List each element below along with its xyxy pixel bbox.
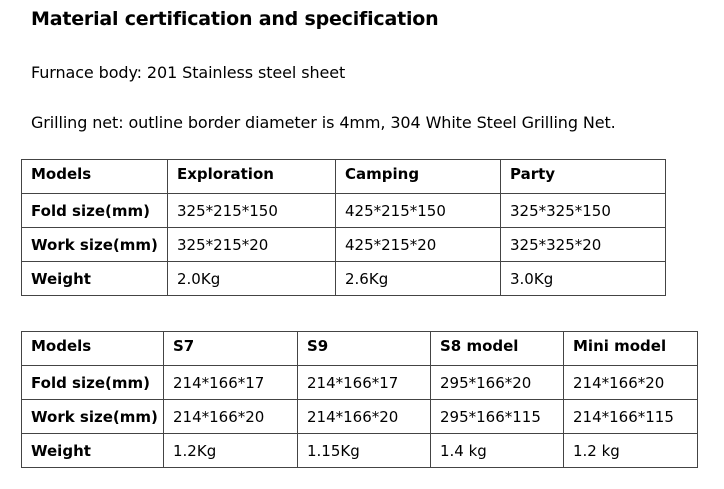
- header-cell: Camping: [336, 160, 501, 194]
- table-cell: 214*166*20: [164, 400, 298, 434]
- table-row: [22, 262, 666, 296]
- table-cell: 1.2Kg: [164, 434, 298, 468]
- header-cell: Models: [22, 160, 168, 194]
- table-cell: 214*166*17: [298, 366, 431, 400]
- table-cell: 295*166*20: [431, 366, 564, 400]
- spec-table-2: [21, 331, 698, 468]
- table-cell: 425*215*150: [336, 194, 501, 228]
- header-cell: S9: [298, 332, 431, 366]
- table-cell: 295*166*115: [431, 400, 564, 434]
- furnace-body-spec: Furnace body: 201 Stainless steel sheet: [31, 63, 346, 82]
- header-cell: S8 model: [431, 332, 564, 366]
- header-cell: Party: [501, 160, 666, 194]
- row-label: Work size(mm): [22, 228, 168, 262]
- row-label: Work size(mm): [22, 400, 164, 434]
- table-cell: 214*166*115: [564, 400, 698, 434]
- table-cell: 325*325*150: [501, 194, 666, 228]
- table-cell: 425*215*20: [336, 228, 501, 262]
- table-cell: 214*166*20: [564, 366, 698, 400]
- table-header-row: [22, 160, 666, 194]
- header-cell: Mini model: [564, 332, 698, 366]
- header-cell: S7: [164, 332, 298, 366]
- table-cell: 2.6Kg: [336, 262, 501, 296]
- table-row: [22, 194, 666, 228]
- header-cell: Exploration: [168, 160, 336, 194]
- table-cell: 214*166*20: [298, 400, 431, 434]
- row-label: Weight: [22, 262, 168, 296]
- table-cell: 2.0Kg: [168, 262, 336, 296]
- table-row: [22, 228, 666, 262]
- row-label: Weight: [22, 434, 164, 468]
- table-row: [22, 366, 698, 400]
- page-title: Material certification and specification: [31, 8, 439, 30]
- table-cell: 325*215*20: [168, 228, 336, 262]
- spec-table-1: [21, 159, 666, 296]
- table-cell: 3.0Kg: [501, 262, 666, 296]
- table-row: [22, 434, 698, 468]
- table-row: [22, 400, 698, 434]
- grilling-net-spec: Grilling net: outline border diameter is 4mm, 304 White Steel Grilling Net.: [31, 113, 616, 132]
- table-cell: 1.15Kg: [298, 434, 431, 468]
- row-label: Fold size(mm): [22, 194, 168, 228]
- table-cell: 214*166*17: [164, 366, 298, 400]
- table-cell: 1.2 kg: [564, 434, 698, 468]
- header-cell: Models: [22, 332, 164, 366]
- table-header-row: [22, 332, 698, 366]
- table-cell: 325*325*20: [501, 228, 666, 262]
- table-cell: 1.4 kg: [431, 434, 564, 468]
- table-cell: 325*215*150: [168, 194, 336, 228]
- row-label: Fold size(mm): [22, 366, 164, 400]
